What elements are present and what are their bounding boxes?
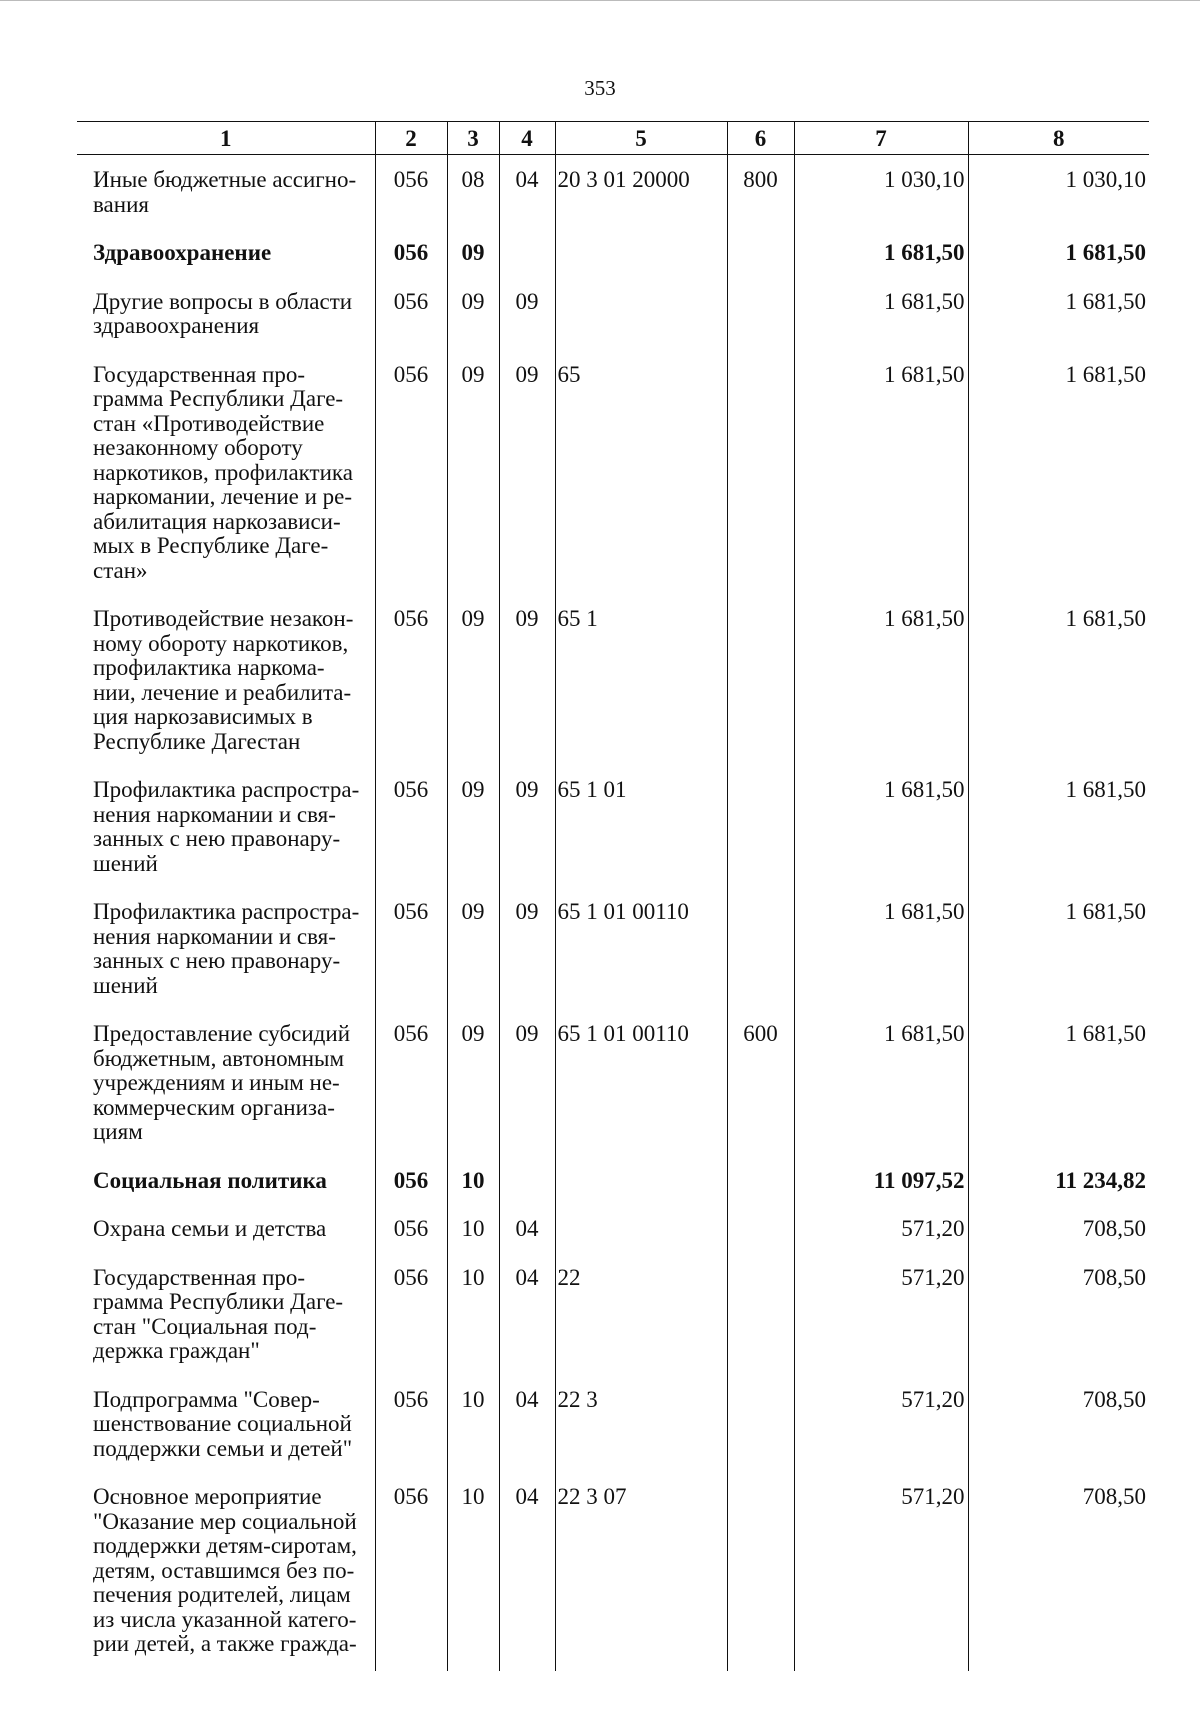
chapter-code: 056 <box>375 1012 447 1159</box>
target-article-code <box>555 1207 727 1256</box>
section-code: 09 <box>447 280 499 353</box>
amount-year-2: 708,50 <box>968 1256 1149 1378</box>
amount-year-2: 1 681,50 <box>968 231 1149 280</box>
section-code: 10 <box>447 1256 499 1378</box>
header-col-1: 1 <box>77 122 375 155</box>
amount-year-2: 708,50 <box>968 1475 1149 1671</box>
amount-year-1: 1 681,50 <box>794 597 968 768</box>
table-row <box>77 1012 1149 1159</box>
item-name: Противодействие незакон- ному обороту наркотиков, профилактика наркома- нии, лечение и реабилита- ция наркозависимых в Республике Дагестан <box>93 606 354 754</box>
item-name: Охрана семьи и детства <box>93 1216 327 1241</box>
table-row <box>77 768 1149 890</box>
amount-year-1: 1 030,10 <box>794 155 968 232</box>
target-article-code: 65 1 01 00110 <box>555 1012 727 1159</box>
amount-year-2: 1 030,10 <box>968 155 1149 232</box>
target-article-code: 22 3 <box>555 1378 727 1476</box>
section-code: 09 <box>447 890 499 1012</box>
header-col-6: 6 <box>727 122 794 155</box>
table-row <box>77 1159 1149 1208</box>
header-row <box>77 122 1149 155</box>
header-col-5: 5 <box>555 122 727 155</box>
subsection-code: 09 <box>499 768 555 890</box>
table-row <box>77 1378 1149 1476</box>
subsection-code: 04 <box>499 1475 555 1671</box>
item-name: Государственная про- грамма Республики Даге- стан «Противодействие незаконному обороту наркотиков, профилактика наркомании, лечение и ре- абилитация наркозависи- мых в Республике Даге- стан» <box>93 361 353 583</box>
subsection-code: 09 <box>499 1012 555 1159</box>
table-row <box>77 1207 1149 1256</box>
page-number: 353 <box>584 76 616 100</box>
table-row <box>77 280 1149 353</box>
target-article-code <box>555 1159 727 1208</box>
target-article-code: 65 1 <box>555 597 727 768</box>
expense-type-code <box>727 768 794 890</box>
item-name: Социальная политика <box>93 1167 327 1193</box>
amount-year-1: 571,20 <box>794 1207 968 1256</box>
amount-year-1: 1 681,50 <box>794 231 968 280</box>
amount-year-1: 1 681,50 <box>794 890 968 1012</box>
amount-year-1: 571,20 <box>794 1378 968 1476</box>
subsection-code: 04 <box>499 1256 555 1378</box>
target-article-code <box>555 231 727 280</box>
amount-year-2: 11 234,82 <box>968 1159 1149 1208</box>
item-name: Предоставление субсидий бюджетным, автономным учреждениям и иным не- коммерческим организа- циям <box>93 1021 350 1144</box>
chapter-code: 056 <box>375 231 447 280</box>
item-name: Профилактика распростра- нения наркомании и свя- занных с нею правонару- шений <box>93 899 360 998</box>
header-col-8: 8 <box>968 122 1149 155</box>
item-name: Профилактика распростра- нения наркомании и свя- занных с нею правонару- шений <box>93 777 360 876</box>
amount-year-1: 571,20 <box>794 1256 968 1378</box>
chapter-code: 056 <box>375 768 447 890</box>
expense-type-code <box>727 1475 794 1671</box>
amount-year-2: 1 681,50 <box>968 1012 1149 1159</box>
amount-year-2: 708,50 <box>968 1207 1149 1256</box>
target-article-code: 65 1 01 00110 <box>555 890 727 1012</box>
item-name: Подпрограмма "Совер- шенствование социальной поддержки семьи и детей" <box>93 1386 353 1461</box>
amount-year-2: 1 681,50 <box>968 353 1149 598</box>
chapter-code: 056 <box>375 890 447 1012</box>
expense-type-code <box>727 231 794 280</box>
table-row <box>77 1475 1149 1671</box>
chapter-code: 056 <box>375 597 447 768</box>
amount-year-2: 1 681,50 <box>968 280 1149 353</box>
chapter-code: 056 <box>375 1475 447 1671</box>
expense-type-code: 600 <box>727 1012 794 1159</box>
amount-year-1: 1 681,50 <box>794 280 968 353</box>
target-article-code: 22 <box>555 1256 727 1378</box>
expense-type-code <box>727 1378 794 1476</box>
subsection-code: 09 <box>499 890 555 1012</box>
expense-type-code <box>727 1256 794 1378</box>
amount-year-2: 1 681,50 <box>968 890 1149 1012</box>
subsection-code: 04 <box>499 155 555 232</box>
amount-year-2: 708,50 <box>968 1378 1149 1476</box>
subsection-code: 09 <box>499 597 555 768</box>
expense-type-code <box>727 353 794 598</box>
header-col-2: 2 <box>375 122 447 155</box>
chapter-code: 056 <box>375 155 447 232</box>
subsection-code: 04 <box>499 1207 555 1256</box>
table-row <box>77 890 1149 1012</box>
target-article-code: 20 3 01 20000 <box>555 155 727 232</box>
amount-year-1: 1 681,50 <box>794 1012 968 1159</box>
amount-year-1: 11 097,52 <box>794 1159 968 1208</box>
amount-year-1: 571,20 <box>794 1475 968 1671</box>
section-code: 09 <box>447 231 499 280</box>
expense-type-code <box>727 1207 794 1256</box>
table-header <box>77 122 1149 155</box>
section-code: 10 <box>447 1378 499 1476</box>
table-row <box>77 231 1149 280</box>
item-name: Здравоохранение <box>93 240 272 265</box>
chapter-code: 056 <box>375 1378 447 1476</box>
expense-type-code <box>727 890 794 1012</box>
section-code: 09 <box>447 597 499 768</box>
section-code: 10 <box>447 1159 499 1208</box>
amount-year-1: 1 681,50 <box>794 353 968 598</box>
target-article-code: 22 3 07 <box>555 1475 727 1671</box>
section-code: 10 <box>447 1475 499 1671</box>
section-code: 09 <box>447 1012 499 1159</box>
table-row <box>77 597 1149 768</box>
amount-year-2: 1 681,50 <box>968 768 1149 890</box>
subsection-code <box>499 231 555 280</box>
target-article-code: 65 1 01 <box>555 768 727 890</box>
item-name: Государственная про- грамма Республики Даге- стан "Социальная под- держка граждан" <box>93 1264 344 1363</box>
expense-type-code <box>727 597 794 768</box>
item-name: Другие вопросы в области здравоохранения <box>93 288 353 338</box>
subsection-code: 09 <box>499 353 555 598</box>
table-row <box>77 155 1149 232</box>
table-row <box>77 1256 1149 1378</box>
subsection-code <box>499 1159 555 1208</box>
budget-table <box>77 121 1149 1671</box>
section-code: 09 <box>447 768 499 890</box>
section-code: 09 <box>447 353 499 598</box>
target-article-code: 65 <box>555 353 727 598</box>
amount-year-1: 1 681,50 <box>794 768 968 890</box>
header-col-7: 7 <box>794 122 968 155</box>
item-name: Основное мероприятие "Оказание мер социальной поддержки детям-сиротам, детям, оставшимся без по- печения родителей, лицам из числа указанной катего- рии детей, а также гражда- <box>93 1484 357 1656</box>
expense-type-code: 800 <box>727 155 794 232</box>
section-code: 10 <box>447 1207 499 1256</box>
amount-year-2: 1 681,50 <box>968 597 1149 768</box>
item-name: Иные бюджетные ассигно- вания <box>93 167 357 217</box>
header-col-3: 3 <box>447 122 499 155</box>
table-body <box>77 155 1149 1671</box>
section-code: 08 <box>447 155 499 232</box>
chapter-code: 056 <box>375 1207 447 1256</box>
expense-type-code <box>727 280 794 353</box>
chapter-code: 056 <box>375 1256 447 1378</box>
subsection-code: 09 <box>499 280 555 353</box>
expense-type-code <box>727 1159 794 1208</box>
target-article-code <box>555 280 727 353</box>
chapter-code: 056 <box>375 1159 447 1208</box>
chapter-code: 056 <box>375 280 447 353</box>
page-top-edge <box>0 0 1200 1</box>
chapter-code: 056 <box>375 353 447 598</box>
table-row <box>77 353 1149 598</box>
header-col-4: 4 <box>499 122 555 155</box>
subsection-code: 04 <box>499 1378 555 1476</box>
